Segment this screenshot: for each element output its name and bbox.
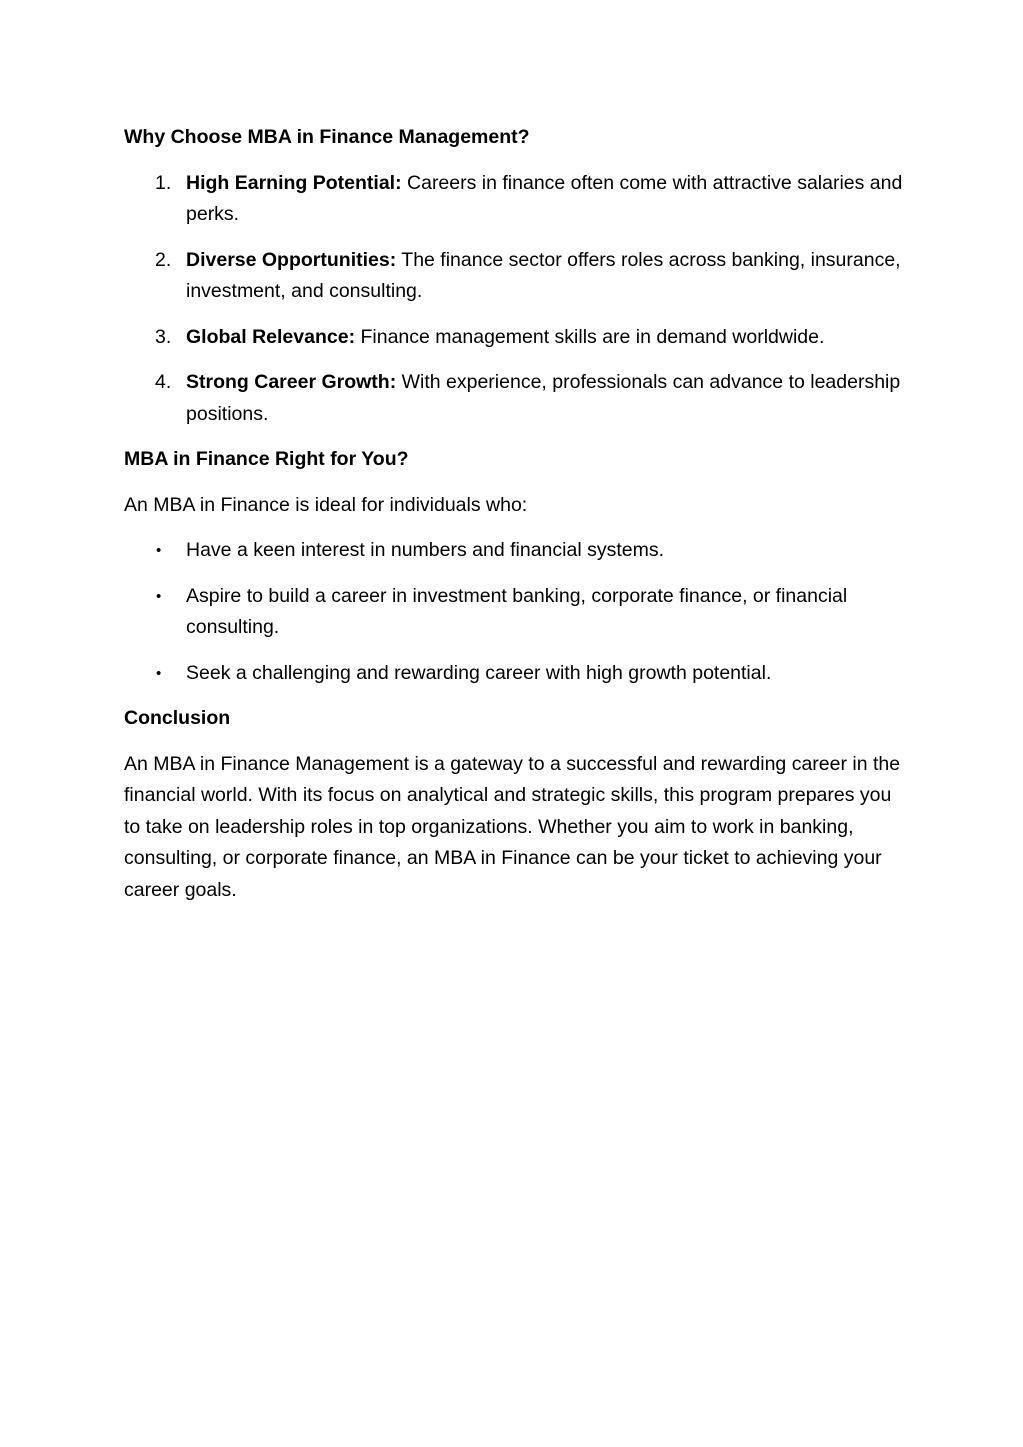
bullet-icon: • [156, 587, 162, 605]
ideal-candidate-list [124, 535, 904, 689]
list-item [124, 168, 904, 231]
list-number: 4. [155, 371, 172, 393]
list-item [124, 367, 904, 430]
conclusion-paragraph: An MBA in Finance Management is a gateway to a successful and rewarding career in the financial world. With its focus on analytical and strategic skills, this program prepares you to take on leadership roles in top organizations. Whether you aim to work in banking, consulting, or corporate finance, an MBA in Finance can be your ticket to achieving your career goals. [124, 752, 901, 901]
list-item [124, 535, 904, 567]
intro-paragraph: An MBA in Finance is ideal for individuals who: [124, 493, 528, 516]
list-item-text: Finance management skills are in demand worldwide. [355, 325, 825, 348]
list-number: 1. [155, 171, 172, 194]
document-page [124, 122, 904, 920]
reasons-list [124, 168, 904, 431]
list-item-text: With experience, professionals can advance to leadership positions. [186, 371, 901, 425]
list-number: 2. [155, 248, 172, 271]
section-heading-why-choose: Why Choose MBA in Finance Management? [124, 126, 530, 148]
list-item [124, 322, 904, 354]
list-number: 3. [155, 325, 172, 348]
list-item-text: Aspire to build a career in investment banking, corporate finance, or financial consulting. [186, 584, 848, 638]
list-item-text: Careers in finance often come with attractive salaries and perks. [186, 171, 903, 225]
section-heading-right-for-you: MBA in Finance Right for You? [124, 448, 409, 470]
list-item-text: Seek a challenging and rewarding career with high growth potential. [186, 661, 772, 684]
section-heading-conclusion: Conclusion [124, 707, 231, 729]
bullet-icon: • [156, 664, 162, 682]
list-item [124, 245, 904, 308]
list-item [124, 658, 904, 690]
list-item-term: Diverse Opportunities: [186, 248, 397, 271]
list-item [124, 581, 904, 644]
list-item-text: The finance sector offers roles across banking, insurance, investment, and consulting. [186, 248, 901, 302]
list-item-term: Global Relevance: [186, 325, 356, 348]
list-item-term: High Earning Potential: [186, 171, 402, 194]
bullet-icon: • [156, 542, 162, 559]
list-item-term: Strong Career Growth: [186, 371, 397, 393]
list-item-text: Have a keen interest in numbers and financial systems. [186, 539, 664, 561]
